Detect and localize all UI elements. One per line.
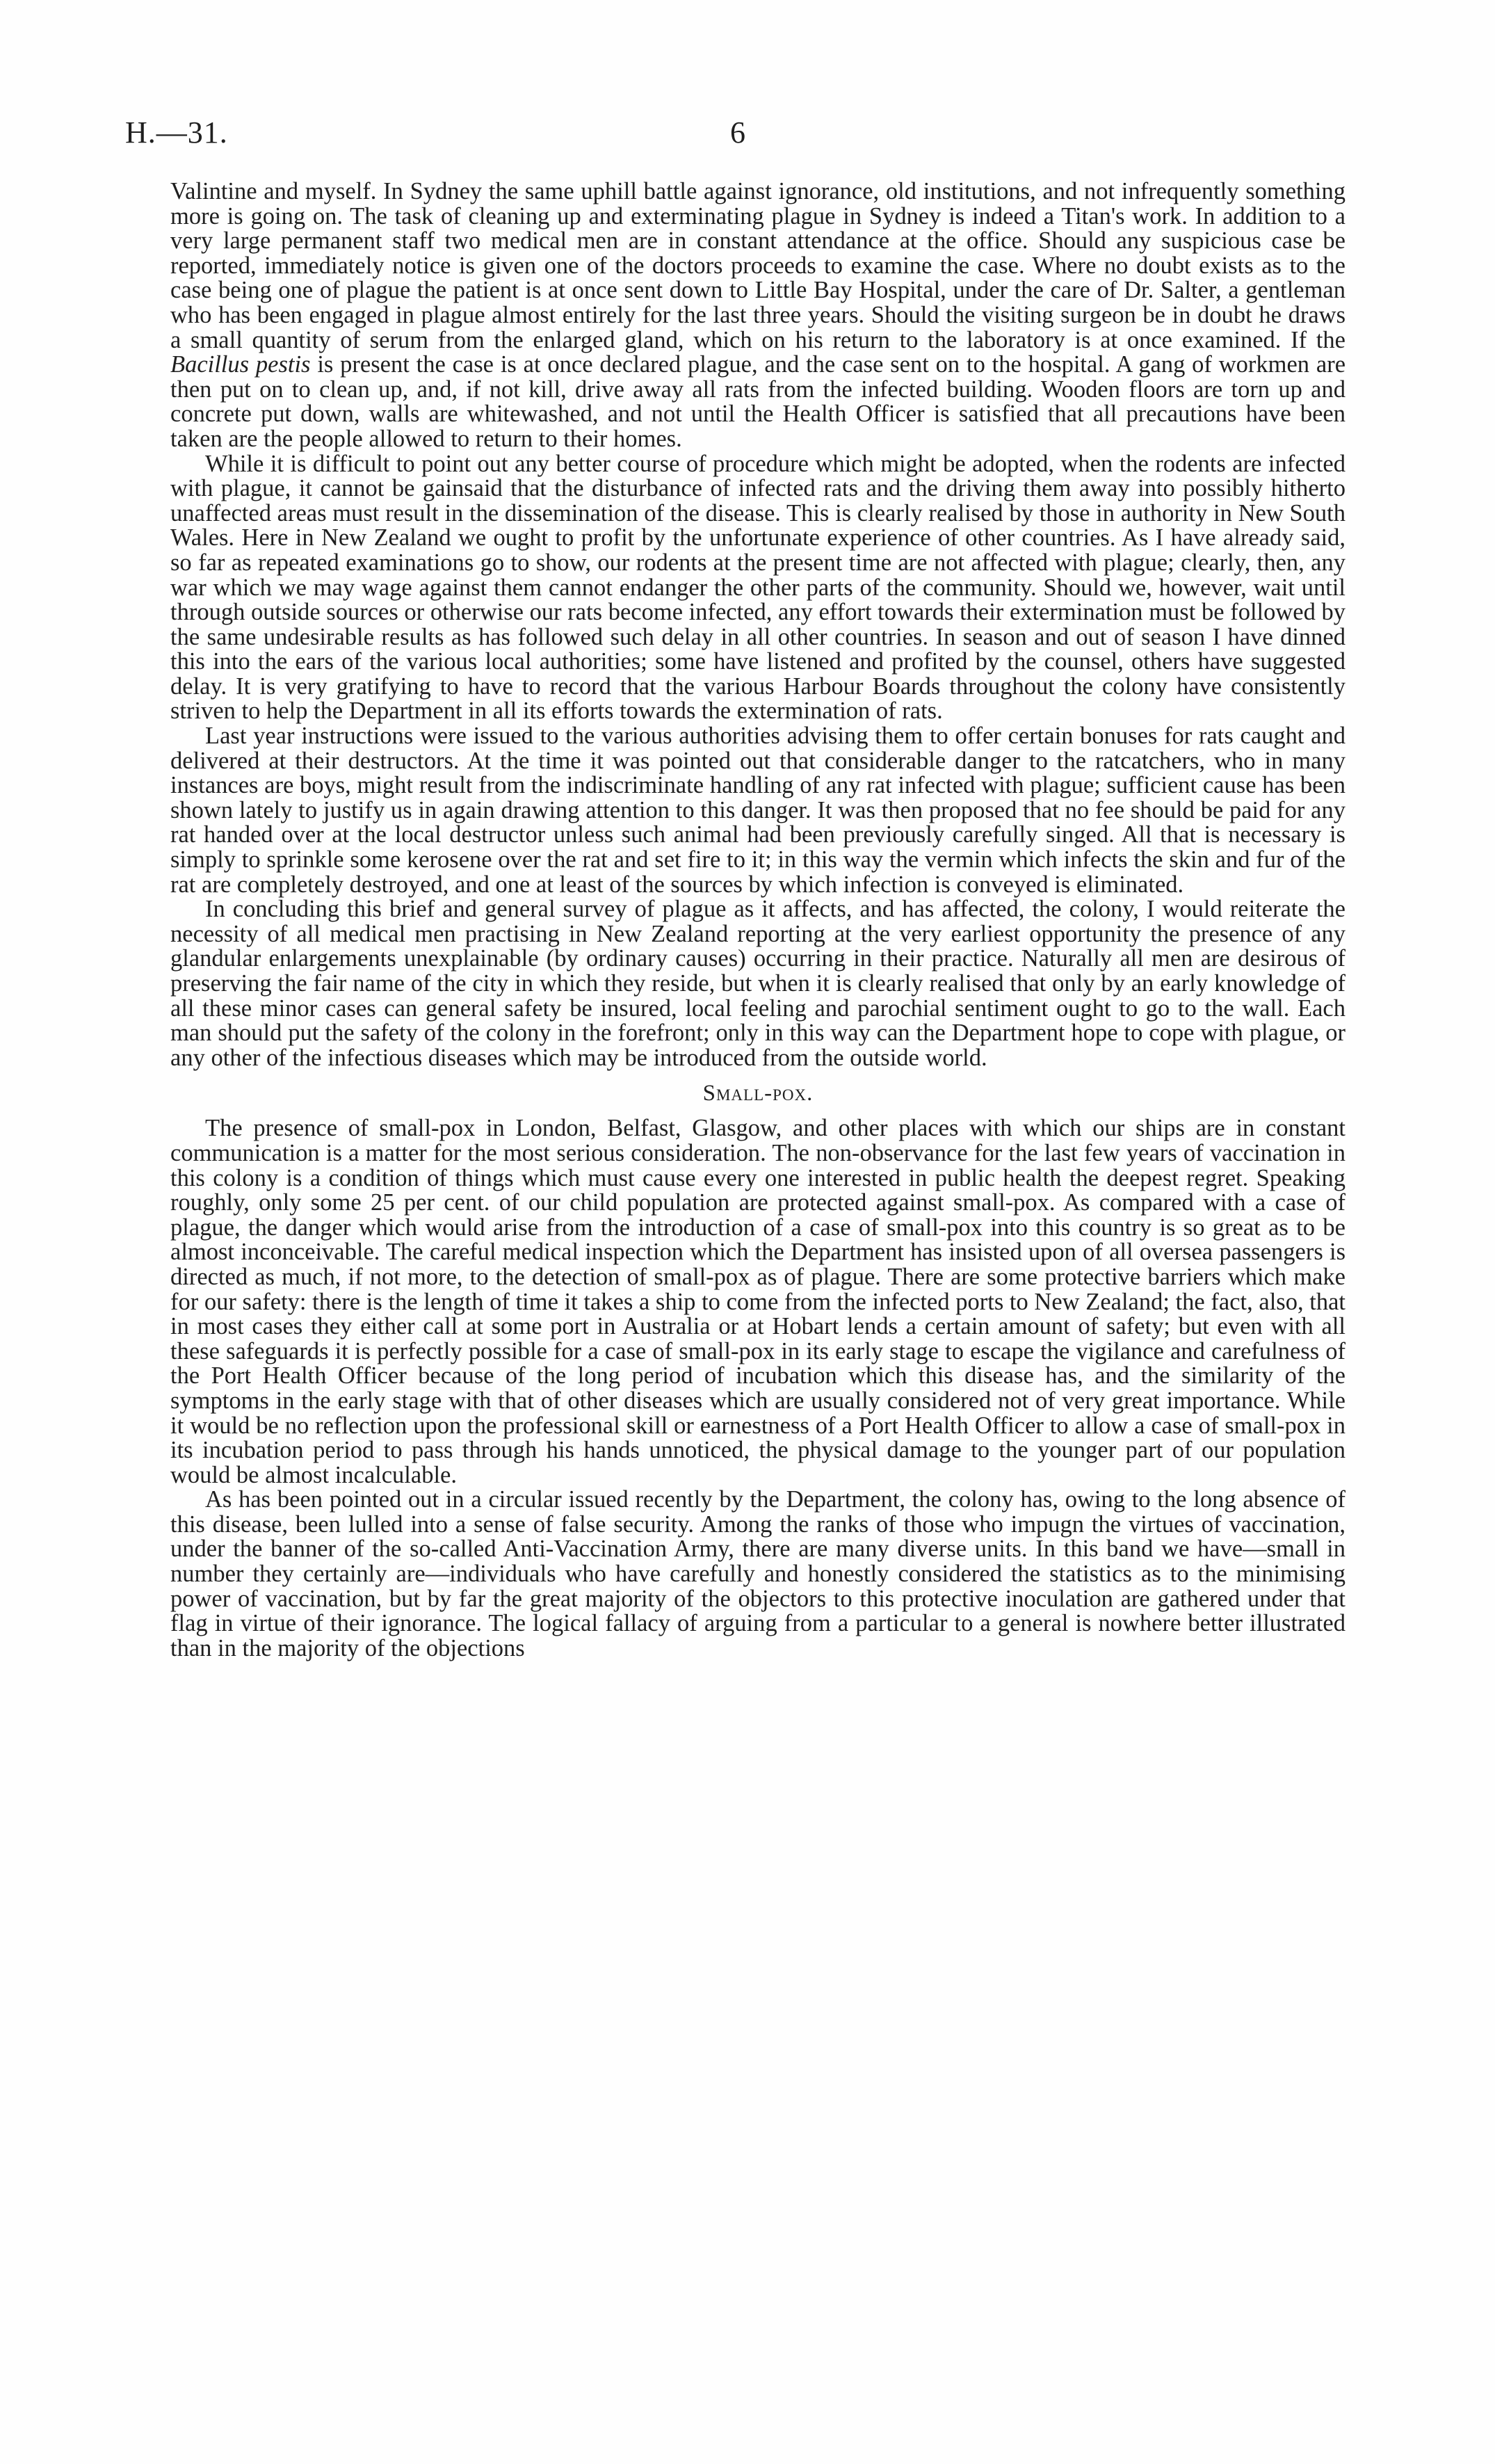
paragraph-smallpox-1: The presence of small-pox in London, Belfast, Glasgow, and other places with which our ships are in constant communication is a matter for the most serious consideration. The non-observance for the last few years of vaccination in this colony is a condition of things which must cause every one interested in public health the deepest regret. Speaking roughly, only some 25 per cent. of our child population are protected against small-pox. As compared with a case of plague, the danger which would arise from the introduction of a case of small-pox into this country is so great as to be almost inconceivable. The careful medical inspection which the Department has insisted upon of all oversea passengers is directed as much, if not more, to the detection of small-pox as of plague. There are some protective barriers which make for our safety: there is the length of time it takes a ship to come from the infected ports to New Zealand; the fact, also, that in most cases they either call at some port in Australia or at Hobart lends a certain amount of safety; but even with all these safeguards it is perfectly possible for a case of small-pox in its early stage to escape the vigilance and carefulness of the Port Health Officer because of the long period of incubation which this disease has, and the similarity of the symptoms in the early stage with that of other diseases which are usually considered not of very great importance. While it would be no reflection upon the professional skill or earnestness of a Port Health Officer to allow a case of small-pox in its incubation period to pass through his hands unnoticed, the physical damage to the younger part of our population would be almost incalculable. [170,1115,1346,1488]
paragraph-text: Valintine and myself. In Sydney the same uphill battle against ignorance, old institutions, and not infrequently something more is going on. The task of cleaning up and exterminating plague in Sydney is indeed a Titan's work. In addition to a very large permanent staff two medical men are in constant attendance at the office. Should any suspicious case be reported, immediately notice is given one of the doctors proceeds to examine the case. Where no doubt exists as to the case being one of plague the patient is at once sent down to Little Bay Hospital, under the care of Dr. Salter, a gentleman who has been engaged in plague almost entirely for the last three years. Should the visiting surgeon be in doubt he draws a small quantity of serum from the enlarged gland, which on his return to the laboratory is at once examined. If the [170,178,1346,353]
paragraph-plague-2: While it is difficult to point out any better course of procedure which might be adopted, when the rodents are infected with plague, it cannot be gainsaid that the disturbance of infected rats and the driving them away into possibly hitherto unaffected areas must result in the dissemination of the disease. This is clearly realised by those in authority in New South Wales. Here in New Zealand we ought to profit by the unfortunate experience of other countries. As I have already said, so far as repeated examinations go to show, our rodents at the present time are not affected with plague; clearly, then, any war which we may wage against them cannot endanger the other parts of the community. Should we, however, wait until through outside sources or otherwise our rats become infected, any effort towards their extermination must be followed by the same undesirable results as has followed such delay in all other countries. In season and out of season I have dinned this into the ears of the various local authorities; some have listened and profited by the counsel, others have suggested delay. It is very gratifying to have to record that the various Harbour Boards throughout the colony have consistently striven to help the Department in all its efforts towards the extermination of rats. [170,450,1346,725]
italic-term: Bacillus pestis [170,351,311,378]
section-heading-smallpox: Small-pox. [702,1081,814,1106]
paragraph-plague-4: In concluding this brief and general survey of plague as it affects, and has affected, the colony, I would reiterate the necessity of all medical men practising in New Zealand reporting at the very earliest opportunity the presence of any glandular enlargements unexplainable (by ordinary causes) occurring in their practice. Naturally all men are desirous of preserving the fair name of the city in which they reside, but when it is clearly realised that only by an early knowledge of all these minor cases can general safety be insured, local feeling and parochial sentiment ought to go to the wall. Each man should put the safety of the colony in the forefront; only in this way can the Department hope to cope with plague, or any other of the infectious diseases which may be introduced from the outside world. [170,896,1346,1071]
paragraph-plague-1 [170,179,1346,452]
page-header [125,115,1370,156]
page-number: 6 [730,115,745,150]
document-reference: H.—31. [125,115,228,150]
paragraph-text: is present the case is at once declared plague, and the case sent on to the hospital. A gang of workmen are then put on to clean up, and, if not kill, drive away all rats from the infected building. Wooden floors are torn up and concrete put down, walls are whitewashed, and not until the Health Officer is satisfied that all precautions have been taken are the people allowed to return to their homes. [170,351,1346,452]
paragraph-plague-3: Last year instructions were issued to the various authorities advising them to offer certain bonuses for rats caught and delivered at their destructors. At the time it was pointed out that considerable danger to the ratcatchers, who in many instances are boys, might result from the indiscriminate handling of any rat infected with plague; sufficient cause has been shown lately to justify us in again drawing attention to this danger. It was then proposed that no fee should be paid for any rat handed over at the local destructor unless such animal had been previously carefully singed. All that is necessary is simply to sprinkle some kerosene over the rat and set fire to it; in this way the vermin which infects the skin and fur of the rat are completely destroyed, and one at least of the sources by which infection is conveyed is eliminated. [170,723,1346,898]
paragraph-smallpox-2: As has been pointed out in a circular issued recently by the Department, the colony has, owing to the long absence of this disease, been lulled into a sense of false security. Among the ranks of those who impugn the virtues of vaccination, under the banner of the so-called Anti-Vaccination Army, there are many diverse units. In this band we have—small in number they certainly are—individuals who have carefully and honestly considered the statistics as to the minimising power of vaccination, but by far the great majority of the objectors to this protective inoculation are gathered under that flag in virtue of their ignorance. The logical fallacy of arguing from a particular to a general is nowhere better illustrated than in the majority of the objections [170,1486,1346,1661]
body-text [170,179,1346,1661]
